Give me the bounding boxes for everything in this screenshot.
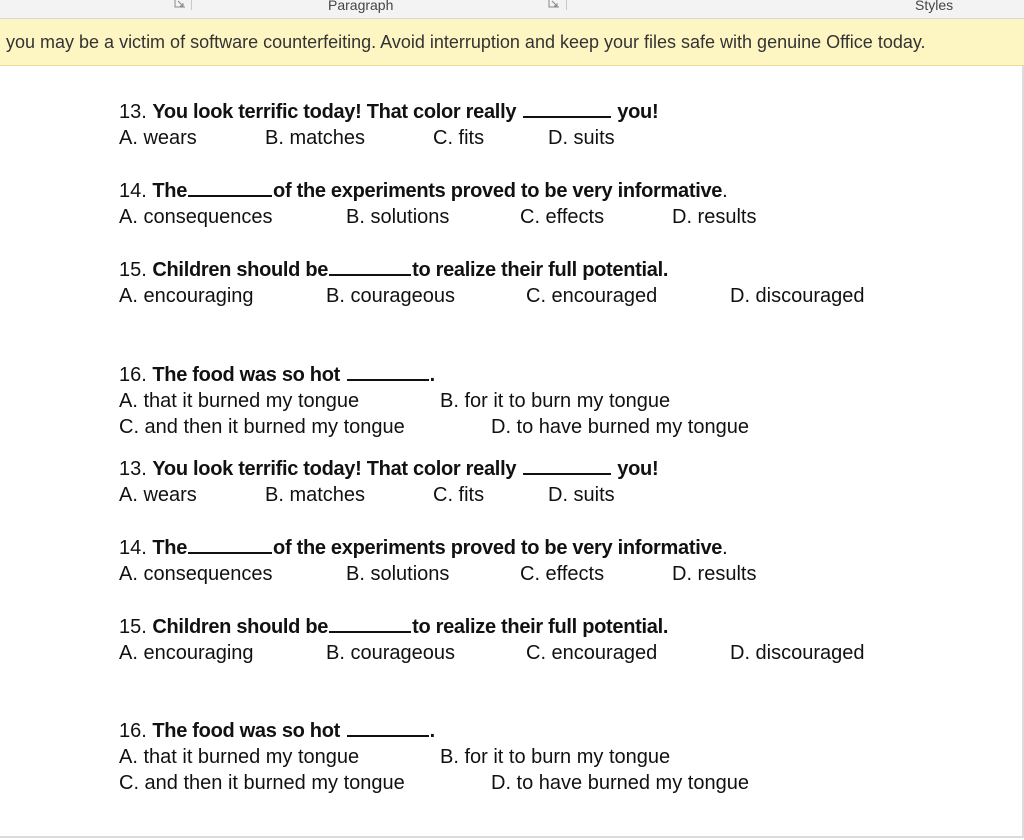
stem-period: . (722, 180, 728, 202)
option-a: A. that it burned my tongue (119, 746, 360, 768)
answer-blank (347, 378, 429, 381)
option-c: C. fits (433, 127, 485, 149)
ribbon-separator (191, 0, 192, 10)
answer-blank (523, 472, 611, 475)
option-c: C. fits (433, 484, 485, 506)
stem-text-after: of the experiments proved to be very informative (273, 537, 723, 559)
stem-period: . (722, 537, 728, 559)
options-row (119, 283, 865, 309)
stem-text-after: . (429, 720, 435, 742)
option-b: B. for it to burn my tongue (440, 746, 671, 768)
question-14 (119, 178, 757, 230)
options-row (119, 388, 671, 414)
question-14 (119, 535, 757, 587)
options-row (119, 640, 865, 666)
option-d: D. to have burned my tongue (491, 416, 749, 438)
option-a: A. wears (119, 127, 197, 149)
question-number: 16. (119, 364, 147, 386)
question-number: 14. (119, 180, 147, 202)
paragraph-dialog-launcher-icon[interactable] (548, 0, 560, 9)
question-13 (119, 99, 658, 151)
option-b: B. courageous (326, 642, 455, 664)
paragraph-group-label: Paragraph (328, 0, 394, 13)
font-dialog-launcher-icon[interactable] (174, 0, 186, 9)
answer-blank (188, 551, 272, 554)
question-number: 15. (119, 616, 147, 638)
option-a: A. consequences (119, 206, 273, 228)
stem-text-after: to realize their full potential. (412, 616, 669, 638)
question-15 (119, 614, 865, 666)
option-c: C. effects (520, 563, 605, 585)
option-d: D. results (672, 563, 757, 585)
option-d: D. results (672, 206, 757, 228)
stem-text-before: You look terrific today! That color really (152, 458, 517, 480)
question-number: 16. (119, 720, 147, 742)
option-a: A. wears (119, 484, 197, 506)
question-stem (119, 456, 658, 482)
stem-text-after: . (429, 364, 435, 386)
option-b: B. solutions (346, 206, 450, 228)
option-c: C. effects (520, 206, 605, 228)
option-b: B. courageous (326, 285, 455, 307)
option-a: A. that it burned my tongue (119, 390, 360, 412)
question-number: 13. (119, 458, 147, 480)
question-stem (119, 362, 435, 388)
question-stem (119, 535, 728, 561)
option-d: D. suits (548, 127, 615, 149)
option-a: A. encouraging (119, 285, 254, 307)
option-d: D. discouraged (730, 642, 865, 664)
ribbon-separator (566, 0, 567, 10)
stem-text-before: The food was so hot (152, 364, 341, 386)
answer-blank (188, 194, 272, 197)
options-row (119, 561, 757, 587)
stem-text-after: to realize their full potential. (412, 259, 669, 281)
question-stem (119, 257, 668, 283)
question-number: 14. (119, 537, 147, 559)
stem-text-after: you! (617, 458, 659, 480)
option-b: B. for it to burn my tongue (440, 390, 671, 412)
question-stem (119, 178, 728, 204)
option-b: B. matches (265, 127, 366, 149)
option-c: C. encouraged (526, 642, 658, 664)
option-b: B. solutions (346, 563, 450, 585)
question-stem (119, 614, 668, 640)
answer-blank (329, 630, 411, 633)
stem-text-before: Children should be (152, 259, 329, 281)
options-row (119, 204, 757, 230)
stem-text-before: The (152, 180, 188, 202)
options-row (119, 770, 749, 796)
stem-text-before: The (152, 537, 188, 559)
stem-text-after: you! (617, 101, 659, 123)
question-15 (119, 257, 865, 309)
option-c: C. encouraged (526, 285, 658, 307)
option-c: C. and then it burned my tongue (119, 772, 405, 794)
stem-text-after: of the experiments proved to be very informative (273, 180, 723, 202)
option-a: A. encouraging (119, 642, 254, 664)
options-row (119, 125, 658, 151)
question-16 (119, 362, 749, 440)
styles-group-label: Styles (915, 0, 954, 13)
question-number: 13. (119, 101, 147, 123)
answer-blank (329, 273, 411, 276)
options-row (119, 414, 749, 440)
ribbon-strip (0, 0, 1024, 19)
option-d: D. to have burned my tongue (491, 772, 749, 794)
answer-blank (523, 115, 611, 118)
option-b: B. matches (265, 484, 366, 506)
option-d: D. discouraged (730, 285, 865, 307)
question-16 (119, 718, 749, 796)
options-row (119, 482, 658, 508)
option-c: C. and then it burned my tongue (119, 416, 405, 438)
genuine-office-banner (0, 19, 1024, 66)
question-number: 15. (119, 259, 147, 281)
question-stem (119, 718, 435, 744)
stem-text-before: You look terrific today! That color really (152, 101, 517, 123)
answer-blank (347, 734, 429, 737)
question-stem (119, 99, 658, 125)
stem-text-before: Children should be (152, 616, 329, 638)
options-row (119, 744, 671, 770)
banner-message: you may be a victim of software counterfeiting. Avoid interruption and keep your files safe with genuine Office today. (6, 32, 926, 52)
question-13 (119, 456, 658, 508)
stem-text-before: The food was so hot (152, 720, 341, 742)
option-d: D. suits (548, 484, 615, 506)
option-a: A. consequences (119, 563, 273, 585)
